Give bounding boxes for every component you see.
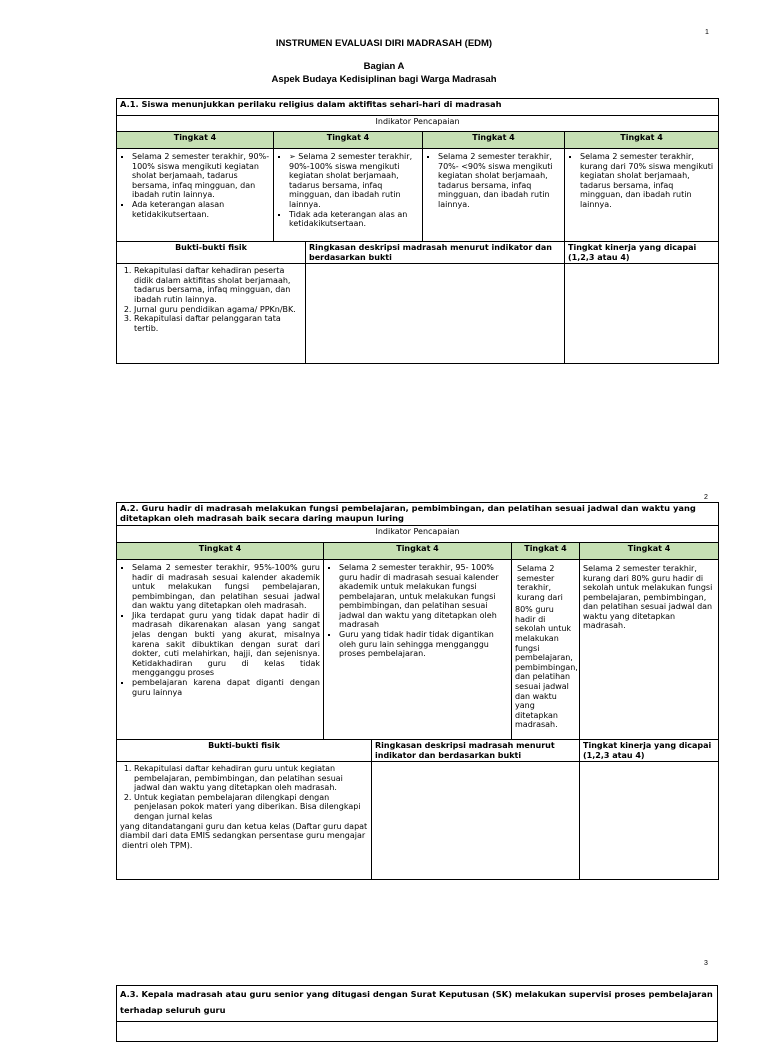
paragraph: Selama 2 semester terakhir, kurang dari 80% guru hadir di sekolah untuk melakukan fungsi pembelajaran, pembimbingan, dan pelatihan sesuai jadwal dan waktu yang ditetapkan madrasah.: [583, 563, 713, 631]
list-item: 1. Rekapitulasi daftar kehadiran peserta didik dalam aktifitas sholat berjamaah, tadarus bersama, infaq mingguan, dan ibadah rutin lainnya.: [134, 266, 302, 304]
a1-table: [116, 98, 719, 364]
a2-indicator-label: Indikator Pencapaian: [117, 525, 719, 542]
a1-summary-cell[interactable]: [306, 264, 565, 364]
a1-evidence-list: [117, 264, 306, 364]
a2-level-header: Tingkat 4: [324, 542, 512, 559]
a1-question: A.1. Siswa menunjukkan perilaku religius dalam aktifitas sehari-hari di madrasah: [117, 99, 719, 116]
list-item: ▪ Selama 2 semester terakhir, 95%-100% guru hadir di madrasah sesuai kalender akademik untuk melakukan fungsi pembelajaran, pembimbingan, dan pelatihan sesuai jadwal dan waktu yang ditetapkan oleh madrasah.: [132, 563, 320, 611]
page-number: 1: [705, 29, 709, 36]
a2-level-header: Tingkat 4: [512, 542, 580, 559]
a1-level-col2: [274, 149, 423, 242]
a2-question: A.2. Guru hadir di madrasah melakukan fungsi pembelajaran, pembimbingan, dan pelatihan sesuai jadwal dan waktu yang ditetapkan oleh madrasah baik secara daring maupun luring: [117, 503, 719, 526]
aspect-heading: Aspek Budaya Kedisiplinan bagi Warga Madrasah: [271, 74, 497, 85]
a1-performance-label: Tingkat kinerja yang dicapai (1,2,3 atau 4): [565, 242, 719, 264]
list-item: 1. Rekapitulasi daftar kehadiran guru untuk kegiatan pembelajaran, pembimbingan, dan pelatihan sesuai jadwal dan waktu yang ditetapkan oleh madrasah.: [134, 764, 368, 793]
a2-summary-cell[interactable]: [372, 762, 580, 880]
a1-level-col4: [565, 149, 719, 242]
document-title: INSTRUMEN EVALUASI DIRI MADRASAH (EDM): [275, 38, 493, 49]
list-item: ▪ Selama 2 semester terakhir, 70%- <90% siswa mengikuti kegiatan sholat berjamaah, tadarus bersama, infaq mingguan, dan ibadah rutin lainnya.: [438, 152, 561, 210]
page-number: 3: [704, 960, 708, 967]
a1-level-header: Tingkat 4: [565, 132, 719, 149]
a2-level-col4: [580, 559, 719, 739]
a3-indicator-row: [117, 1022, 718, 1042]
list-item: ▪ Selama 2 semester terakhir, 90%- 100% siswa mengikuti kegiatan sholat berjamaah, tadarus bersama, infaq mingguan, dan ibadah rutin lainnya.: [132, 152, 270, 200]
a1-level-header: Tingkat 4: [117, 132, 274, 149]
list-item: ▪ Guru yang tidak hadir tidak digantikan oleh guru lain sehingga mengganggu proses pembelajaran.: [339, 630, 508, 659]
list-item: ▪ pembelajaran karena dapat diganti dengan guru lainnya: [132, 678, 320, 697]
a2-evidence-label: Bukti-bukti fisik: [117, 739, 372, 761]
list-item: ▪ Jika terdapat guru yang tidak dapat hadir di madrasah dikarenakan alasan yang sangat jelas dengan bukti yang akurat, misalnya karena sakit dibuktikan dengan surat dari dokter, cuti melahirkan, hajji, dan sejenisnya. Ketidakhadiran guru di kelas tidak mengganggu proses: [132, 611, 320, 678]
a1-performance-cell[interactable]: [565, 264, 719, 364]
a2-table: [116, 502, 719, 880]
a1-level-col1: [117, 149, 274, 242]
list-item: ▪ ➢ Selama 2 semester terakhir, 90%-100% siswa mengikuti kegiatan sholat berjamaah, tadarus bersama, infaq mingguan, dan ibadah rutin lainnya.: [289, 152, 419, 210]
paragraph: 80% guru hadir di sekolah untuk melakukan fungsi pembelajaran, pembimbingan, dan pelatihan sesuai jadwal dan waktu yang ditetapkan madrasah.: [515, 605, 578, 730]
list-item: ▪ Ada keterangan alasan ketidakikutsertaan.: [132, 200, 270, 219]
evidence-continuation: dientri oleh TPM).: [122, 840, 193, 850]
evidence-continuation: yang ditandatangani guru dan ketua kelas (Daftar guru dapat: [120, 821, 368, 831]
a2-level-col1: [117, 559, 324, 739]
list-item: ▪ Tidak ada keterangan alas an ketidakikutsertaan.: [289, 210, 419, 229]
list-item: 2. Untuk kegiatan pembelajaran dilengkapi dengan penjelasan pokok materi yang diberikan. Bisa dilengkapi dengan jurnal kelas: [134, 793, 368, 822]
a3-question: A.3. Kepala madrasah atau guru senior yang ditugasi dengan Surat Keputusan (SK) melakukan supervisi proses pembelajaran terhadap seluruh guru: [117, 986, 718, 1022]
a1-level-header: Tingkat 4: [423, 132, 565, 149]
page-number: 2: [704, 494, 708, 501]
list-item: 2. Jurnal guru pendidikan agama/ PPKn/BK.: [134, 305, 302, 315]
a1-level-header: Tingkat 4: [274, 132, 423, 149]
a2-level-header: Tingkat 4: [117, 542, 324, 559]
a1-evidence-label: Bukti-bukti fisik: [117, 242, 306, 264]
list-item: ▪ Selama 2 semester terakhir, kurang dari 70% siswa mengikuti kegiatan sholat berjamaah, tadarus bersama, infaq mingguan, dan ibadah rutin lainnya.: [580, 152, 715, 210]
a2-summary-label: Ringkasan deskripsi madrasah menurut indikator dan berdasarkan bukti: [372, 739, 580, 761]
part-heading: Bagian A: [363, 61, 405, 72]
a2-evidence-list: [117, 762, 372, 880]
paragraph: Selama 2 semester terakhir, kurang dari: [517, 563, 563, 602]
a2-performance-cell[interactable]: [580, 762, 719, 880]
a2-level-col2: [324, 559, 512, 739]
a2-level-col3: [512, 559, 580, 739]
list-item: 3. Rekapitulasi daftar pelanggaran tata tertib.: [134, 314, 302, 333]
a2-performance-label: Tingkat kinerja yang dicapai (1,2,3 atau 4): [580, 739, 719, 761]
a1-summary-label: Ringkasan deskripsi madrasah menurut indikator dan berdasarkan bukti: [306, 242, 565, 264]
a2-level-header: Tingkat 4: [580, 542, 719, 559]
list-item: ▪ Selama 2 semester terakhir, 95- 100% guru hadir di madrasah sesuai kalender akademik untuk melakukan fungsi pembelajaran, untuk melakukan fungsi pembimbingan, dan pelatihan sesuai jadwal dan waktu yang ditetapkan oleh madrasah: [339, 563, 508, 630]
a1-level-col3: [423, 149, 565, 242]
evidence-continuation: diambil dari data EMIS sedangkan persentase guru mengajar: [120, 831, 366, 841]
a1-indicator-label: Indikator Pencapaian: [117, 116, 719, 132]
a3-table: [116, 985, 718, 1042]
